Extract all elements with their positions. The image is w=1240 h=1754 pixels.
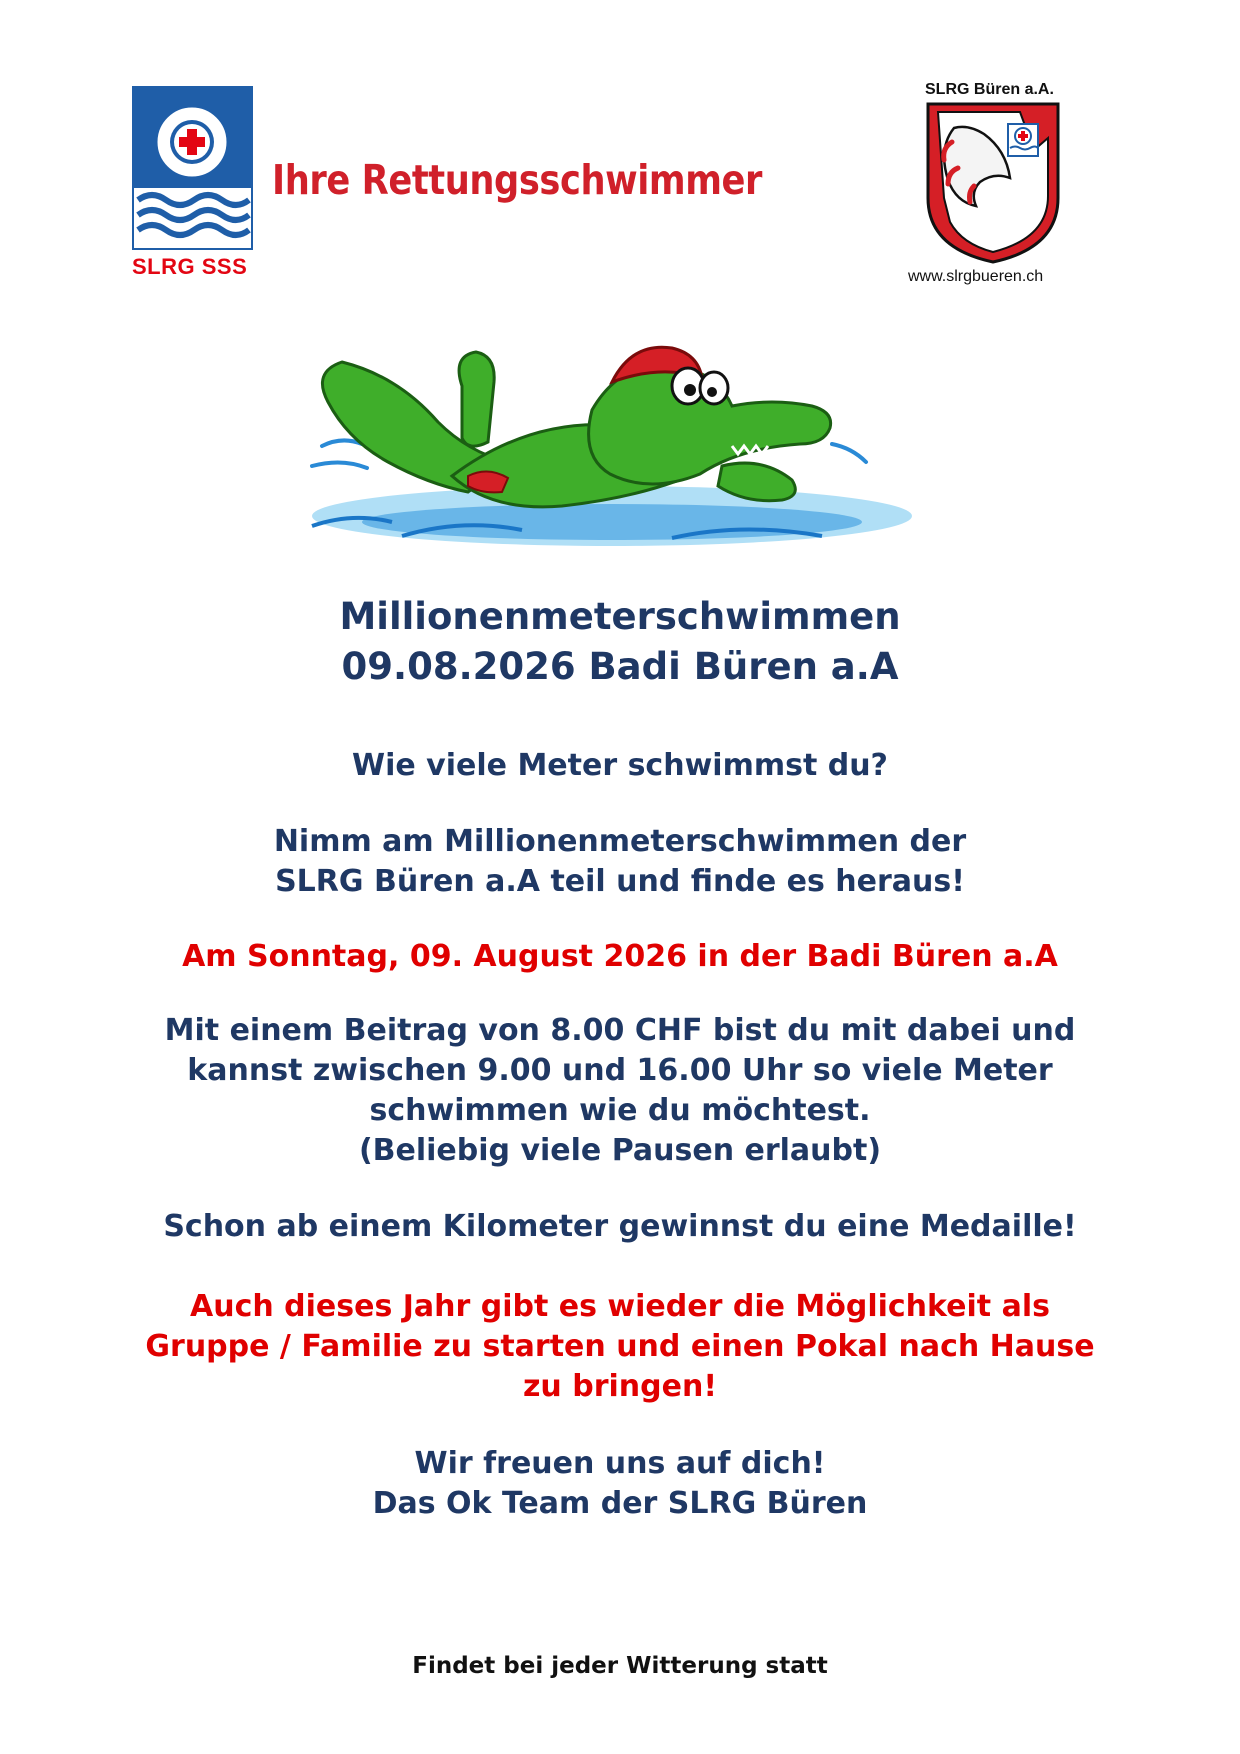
medal-text: Schon ab einem Kilometer gewinnst du eine Medaille!	[163, 1209, 1077, 1244]
group-line-2: Gruppe / Familie zu starten und einen Pokal nach Hause	[145, 1329, 1095, 1364]
tagline: Ihre Rettungsschwimmer	[272, 156, 762, 204]
date-line: Am Sonntag, 09. August 2026 in der Badi Büren a.A	[182, 939, 1058, 974]
closing-text	[60, 1444, 1180, 1524]
closing-line-1: Wir freuen uns auf dich!	[414, 1446, 826, 1481]
event-title-line-2: 09.08.2026 Badi Büren a.A	[341, 645, 899, 688]
invite-text	[60, 822, 1180, 902]
eagle-claw-shield-icon	[922, 98, 1064, 266]
slrg-logo	[132, 86, 257, 279]
invite-line-2: SLRG Büren a.A teil und finde es heraus!	[275, 864, 965, 899]
fee-line-1: Mit einem Beitrag von 8.00 CHF bist du mit dabei und	[164, 1013, 1076, 1048]
swimming-crocodile-illustration	[292, 326, 922, 571]
group-text	[60, 1287, 1180, 1407]
footer-note: Findet bei jeder Witterung statt	[412, 1653, 828, 1679]
question-text: Wie viele Meter schwimmst du?	[352, 748, 888, 783]
event-title	[60, 592, 1180, 692]
club-name: SLRG Büren a.A.	[925, 81, 1054, 98]
invite-line-1: Nimm am Millionenmeterschwimmen der	[273, 824, 967, 859]
group-line-3: zu bringen!	[522, 1369, 718, 1404]
fee-line-4: (Beliebig viele Pausen erlaubt)	[358, 1133, 882, 1168]
group-line-1: Auch dieses Jahr gibt es wieder die Möglichkeit als	[190, 1289, 1050, 1324]
fee-text	[60, 1011, 1180, 1171]
fee-line-3: schwimmen wie du möchtest.	[369, 1093, 871, 1128]
closing-line-2: Das Ok Team der SLRG Büren	[372, 1486, 868, 1521]
event-title-line-1: Millionenmeterschwimmen	[339, 595, 901, 638]
slrg-logo-text: SLRG SSS	[132, 254, 248, 279]
lifebuoy-red-cross-icon	[132, 86, 253, 250]
club-url: www.slrgbueren.ch	[908, 268, 1044, 285]
fee-line-2: kannst zwischen 9.00 und 16.00 Uhr so viele Meter	[187, 1053, 1053, 1088]
